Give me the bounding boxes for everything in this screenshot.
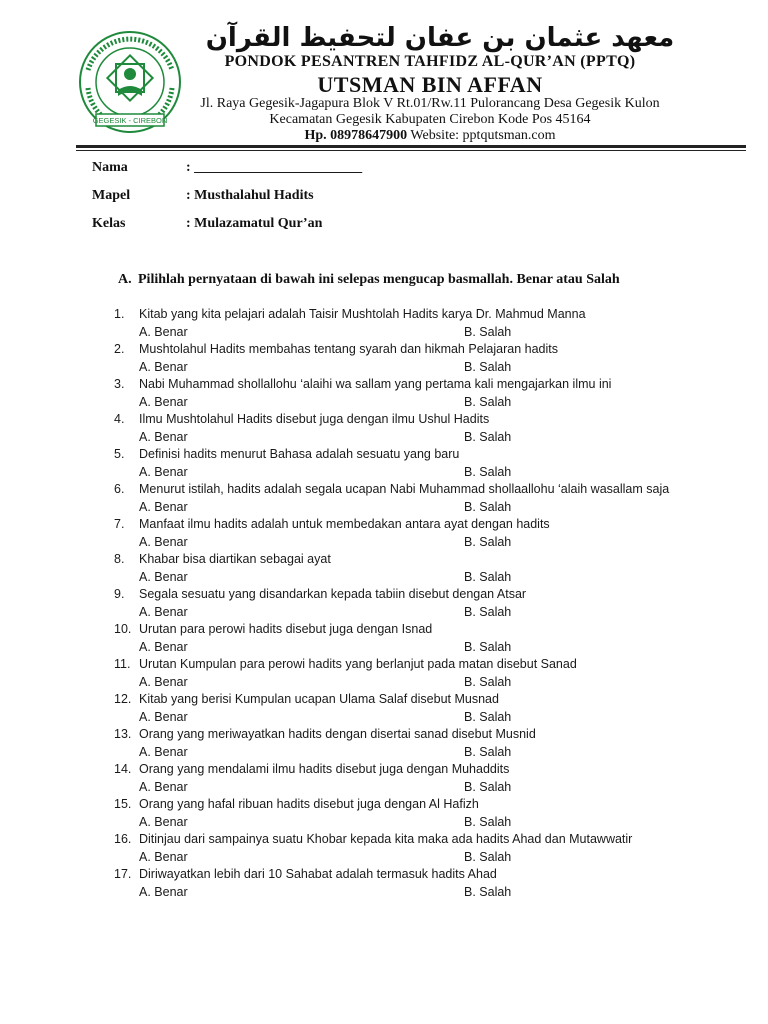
question-statement xyxy=(0,481,768,499)
option-benar[interactable]: A. Benar xyxy=(139,429,188,444)
arabic-title-text: معهد عثمان بن عفان لتحفيظ القرآن xyxy=(205,23,675,53)
answer-options xyxy=(0,639,768,657)
question-statement xyxy=(0,656,768,674)
question-text: Orang yang mendalami ilmu hadits disebut juga dengan Muhaddits xyxy=(139,762,510,776)
answer-options xyxy=(0,394,768,412)
option-benar[interactable]: A. Benar xyxy=(139,394,188,409)
question-number: 1. xyxy=(114,307,125,321)
answer-options xyxy=(0,429,768,447)
option-benar[interactable]: A. Benar xyxy=(139,324,188,339)
question-text: Manfaat ilmu hadits adalah untuk membedakan antara ayat dengan hadits xyxy=(139,517,550,531)
question-text: Definisi hadits menurut Bahasa adalah sesuatu yang baru xyxy=(139,447,460,461)
option-salah[interactable]: B. Salah xyxy=(464,779,512,794)
option-salah[interactable]: B. Salah xyxy=(464,569,512,584)
question-statement xyxy=(0,551,768,569)
question-item xyxy=(0,341,768,376)
option-benar[interactable]: A. Benar xyxy=(139,499,188,514)
question-statement xyxy=(0,446,768,464)
field-label-kelas: Kelas xyxy=(92,216,126,231)
question-statement xyxy=(0,691,768,709)
question-text: Ditinjau dari sampainya suatu Khobar kepada kita maka ada hadits Ahad dan Mutawwatir xyxy=(139,832,633,846)
header-rule-thick xyxy=(76,145,746,148)
header-rule-thin xyxy=(76,150,746,151)
field-label-mapel: Mapel xyxy=(92,188,131,203)
question-text: Urutan Kumpulan para perowi hadits yang berlanjut pada matan disebut Sanad xyxy=(139,657,577,671)
option-benar[interactable]: A. Benar xyxy=(139,744,188,759)
question-statement xyxy=(0,586,768,604)
question-statement xyxy=(0,516,768,534)
question-statement xyxy=(0,621,768,639)
option-salah[interactable]: B. Salah xyxy=(464,464,512,479)
question-text: Khabar bisa diartikan sebagai ayat xyxy=(139,552,331,566)
option-salah[interactable]: B. Salah xyxy=(464,814,512,829)
option-salah[interactable]: B. Salah xyxy=(464,639,512,654)
section-heading xyxy=(118,272,718,288)
option-salah[interactable]: B. Salah xyxy=(464,324,512,339)
option-salah[interactable]: B. Salah xyxy=(464,709,512,724)
question-text: Orang yang hafal ribuan hadits disebut juga dengan Al Hafizh xyxy=(139,797,479,811)
question-number: 3. xyxy=(114,377,125,391)
answer-options xyxy=(0,779,768,797)
option-salah[interactable]: B. Salah xyxy=(464,359,512,374)
question-number: 4. xyxy=(114,412,125,426)
question-item xyxy=(0,761,768,796)
question-number: 14. xyxy=(114,762,132,776)
question-statement xyxy=(0,796,768,814)
question-item xyxy=(0,481,768,516)
answer-options xyxy=(0,464,768,482)
question-text: Ilmu Mushtolahul Hadits disebut juga dengan ilmu Ushul Hadits xyxy=(139,412,490,426)
answer-options xyxy=(0,324,768,342)
question-number: 5. xyxy=(114,447,125,461)
option-salah[interactable]: B. Salah xyxy=(464,744,512,759)
answer-options xyxy=(0,359,768,377)
question-statement xyxy=(0,306,768,324)
question-item xyxy=(0,726,768,761)
question-text: Kitab yang kita pelajari adalah Taisir Mushtolah Hadits karya Dr. Mahmud Manna xyxy=(139,307,586,321)
question-statement xyxy=(0,866,768,884)
answer-options xyxy=(0,674,768,692)
school-name-line2: UTSMAN BIN AFFAN xyxy=(317,72,543,97)
option-salah[interactable]: B. Salah xyxy=(464,499,512,514)
website: Website: pptqutsman.com xyxy=(410,128,556,143)
address-line1: Jl. Raya Gegesik-Jagapura Blok V Rt.01/Rw.11 Pulorancang Desa Gegesik Kulon xyxy=(200,96,660,111)
question-statement xyxy=(0,761,768,779)
question-number: 11. xyxy=(114,657,131,671)
option-salah[interactable]: B. Salah xyxy=(464,394,512,409)
question-item xyxy=(0,586,768,621)
field-value-kelas: : Mulazamatul Qur’an xyxy=(186,216,323,231)
question-item xyxy=(0,656,768,691)
logo-banner-text: GEGESIK - CIREBON xyxy=(92,116,168,125)
question-item xyxy=(0,376,768,411)
option-salah[interactable]: B. Salah xyxy=(464,429,512,444)
question-text: Orang yang meriwayatkan hadits dengan disertai sanad disebut Musnid xyxy=(139,727,536,741)
question-text: Menurut istilah, hadits adalah segala ucapan Nabi Muhammad shollaallohu ‘alaih wasallam saja xyxy=(139,482,670,496)
question-item xyxy=(0,411,768,446)
option-benar[interactable]: A. Benar xyxy=(139,884,188,899)
option-benar[interactable]: A. Benar xyxy=(139,569,188,584)
question-item xyxy=(0,551,768,586)
answer-options xyxy=(0,569,768,587)
option-salah[interactable]: B. Salah xyxy=(464,534,512,549)
question-number: 16. xyxy=(114,832,132,846)
question-text: Diriwayatkan lebih dari 10 Sahabat adalah termasuk hadits Ahad xyxy=(139,867,497,881)
question-number: 8. xyxy=(114,552,125,566)
question-item xyxy=(0,796,768,831)
question-number: 9. xyxy=(114,587,125,601)
option-benar[interactable]: A. Benar xyxy=(139,709,188,724)
question-number: 13. xyxy=(114,727,132,741)
address-line2: Kecamatan Gegesik Kabupaten Cirebon Kode Pos 45164 xyxy=(269,112,591,127)
question-item xyxy=(0,306,768,341)
section-letter: A. xyxy=(118,272,132,287)
option-salah[interactable]: B. Salah xyxy=(464,884,512,899)
question-item xyxy=(0,516,768,551)
option-benar[interactable]: A. Benar xyxy=(139,534,188,549)
question-number: 2. xyxy=(114,342,125,356)
phone-number: Hp. 08978647900 xyxy=(304,128,408,143)
question-statement xyxy=(0,411,768,429)
field-label-nama: Nama xyxy=(92,160,128,175)
question-number: 12. xyxy=(114,692,132,706)
option-benar[interactable]: A. Benar xyxy=(139,639,188,654)
contact-line xyxy=(190,128,670,144)
question-text: Mushtolahul Hadits membahas tentang syarah dan hikmah Pelajaran hadits xyxy=(139,342,558,356)
option-benar[interactable]: A. Benar xyxy=(139,464,188,479)
option-salah[interactable]: B. Salah xyxy=(464,674,512,689)
school-name-line1: PONDOK PESANTREN TAHFIDZ AL-QUR’AN (PPTQ) xyxy=(224,53,636,70)
field-value-nama[interactable]: : ________________________ xyxy=(186,160,363,175)
option-benar[interactable]: A. Benar xyxy=(139,674,188,689)
option-benar[interactable]: A. Benar xyxy=(139,814,188,829)
question-statement xyxy=(0,726,768,744)
answer-options xyxy=(0,499,768,517)
question-item xyxy=(0,831,768,866)
question-statement xyxy=(0,831,768,849)
question-text: Nabi Muhammad shollallohu ‘alaihi wa sallam yang pertama kali mengajarkan ilmu ini xyxy=(139,377,612,391)
question-item xyxy=(0,866,768,901)
option-benar[interactable]: A. Benar xyxy=(139,359,188,374)
answer-options xyxy=(0,849,768,867)
answer-options xyxy=(0,709,768,727)
option-salah[interactable]: B. Salah xyxy=(464,849,512,864)
question-number: 6. xyxy=(114,482,125,496)
question-item xyxy=(0,446,768,481)
question-item xyxy=(0,691,768,726)
option-salah[interactable]: B. Salah xyxy=(464,604,512,619)
option-benar[interactable]: A. Benar xyxy=(139,849,188,864)
field-value-mapel: : Musthalahul Hadits xyxy=(186,188,314,203)
question-number: 15. xyxy=(114,797,132,811)
answer-options xyxy=(0,814,768,832)
question-number: 7. xyxy=(114,517,125,531)
answer-options xyxy=(0,884,768,902)
question-text: Segala sesuatu yang disandarkan kepada tabiin disebut dengan Atsar xyxy=(139,587,527,601)
question-number: 10. xyxy=(114,622,132,636)
option-benar[interactable]: A. Benar xyxy=(139,604,188,619)
section-instruction: Pilihlah pernyataan di bawah ini selepas mengucap basmallah. Benar atau Salah xyxy=(138,272,620,287)
answer-options xyxy=(0,534,768,552)
question-statement xyxy=(0,376,768,394)
question-text: Urutan para perowi hadits disebut juga dengan Isnad xyxy=(139,622,433,636)
answer-options xyxy=(0,604,768,622)
question-list xyxy=(0,306,768,901)
question-item xyxy=(0,621,768,656)
question-number: 17. xyxy=(114,867,132,881)
question-text: Kitab yang berisi Kumpulan ucapan Ulama Salaf disebut Musnad xyxy=(139,692,499,706)
option-benar[interactable]: A. Benar xyxy=(139,779,188,794)
question-statement xyxy=(0,341,768,359)
answer-options xyxy=(0,744,768,762)
school-logo xyxy=(78,30,182,134)
